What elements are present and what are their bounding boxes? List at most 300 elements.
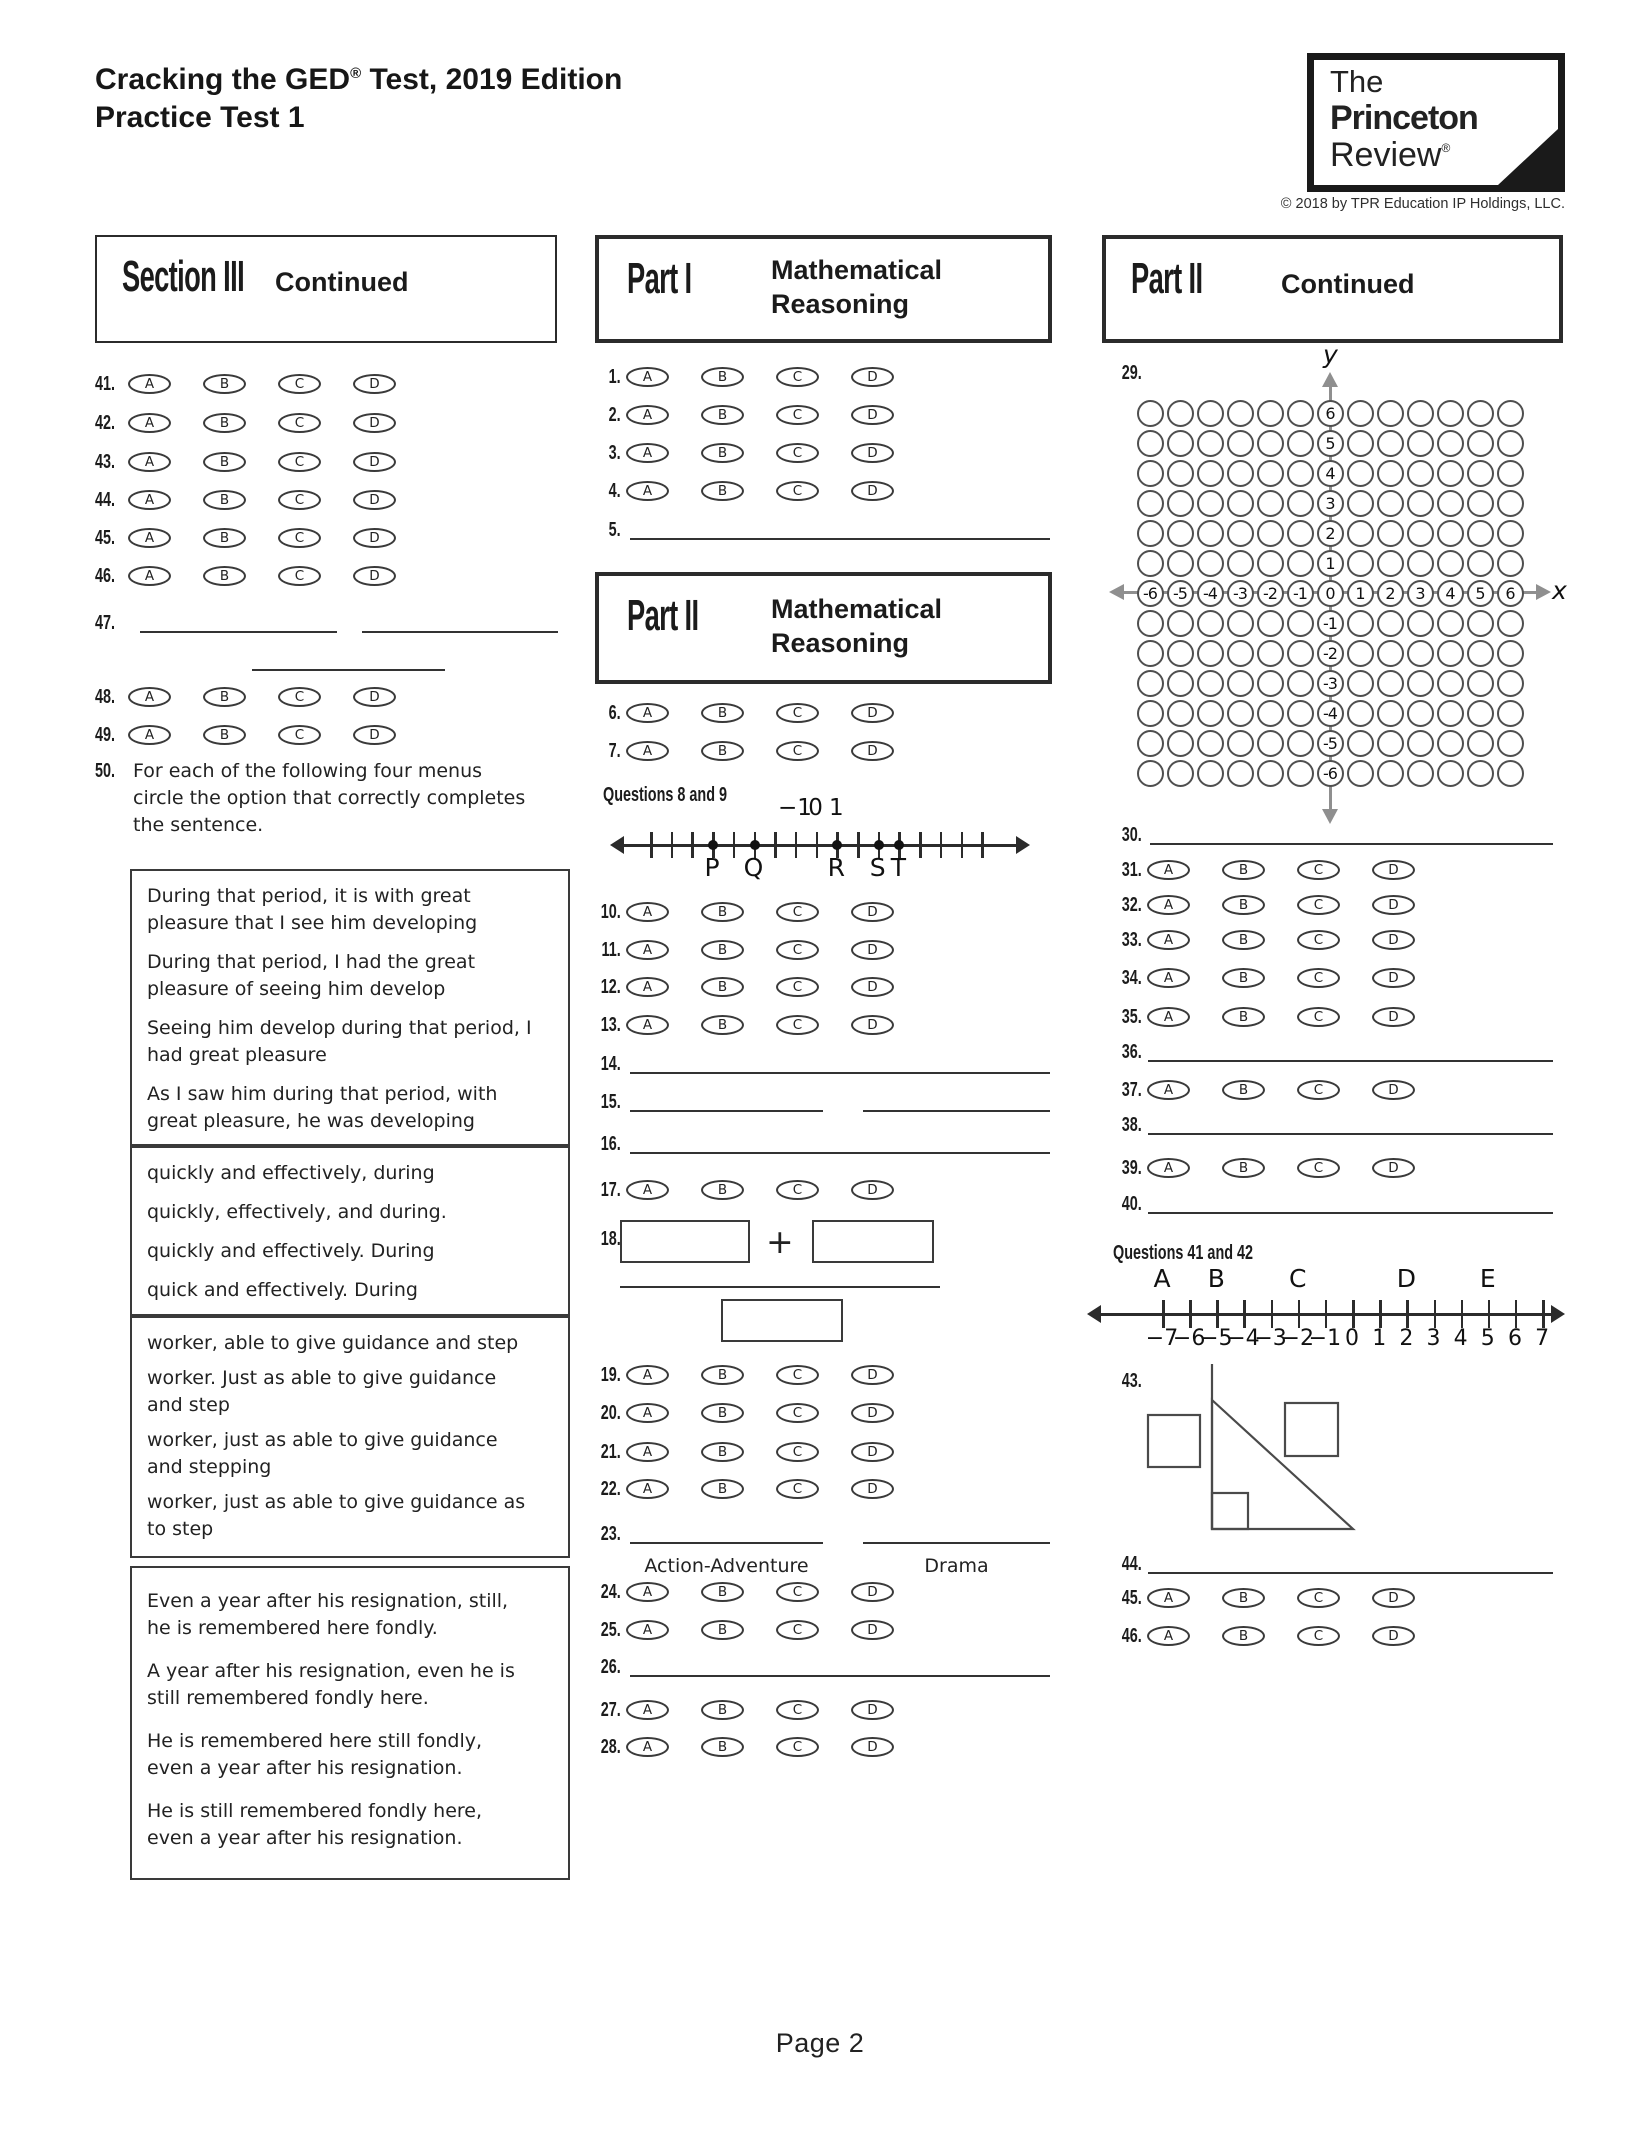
- answer-bubble-c[interactable]: [1297, 1626, 1340, 1646]
- answer-bubble-d[interactable]: [353, 490, 396, 510]
- grid-bubble[interactable]: [1497, 700, 1524, 727]
- grid-bubble[interactable]: -6: [1317, 760, 1344, 787]
- grid-bubble[interactable]: [1407, 760, 1434, 787]
- grid-bubble[interactable]: [1197, 430, 1224, 457]
- grid-bubble[interactable]: [1437, 520, 1464, 547]
- answer-bubble-a[interactable]: [1147, 1080, 1190, 1100]
- grid-bubble[interactable]: [1257, 670, 1284, 697]
- grid-bubble[interactable]: [1347, 520, 1374, 547]
- grid-bubble[interactable]: 4: [1437, 580, 1464, 607]
- grid-bubble[interactable]: [1407, 670, 1434, 697]
- answer-bubble-a[interactable]: [626, 1403, 669, 1423]
- grid-bubble[interactable]: [1437, 460, 1464, 487]
- grid-bubble[interactable]: [1227, 550, 1254, 577]
- grid-bubble[interactable]: 1: [1317, 550, 1344, 577]
- grid-bubble[interactable]: [1227, 760, 1254, 787]
- grid-bubble[interactable]: [1407, 490, 1434, 517]
- grid-bubble[interactable]: [1407, 460, 1434, 487]
- answer-bubble-d[interactable]: [851, 1620, 894, 1640]
- grid-bubble[interactable]: [1197, 700, 1224, 727]
- grid-bubble[interactable]: 2: [1377, 580, 1404, 607]
- grid-bubble[interactable]: [1287, 520, 1314, 547]
- answer-blank-line-23[interactable]: [863, 1542, 1050, 1544]
- grid-bubble[interactable]: [1197, 520, 1224, 547]
- grid-bubble[interactable]: [1137, 610, 1164, 637]
- grid-bubble[interactable]: [1497, 550, 1524, 577]
- answer-bubble-a[interactable]: [128, 566, 171, 586]
- answer-blank-line-44[interactable]: [1148, 1572, 1553, 1574]
- grid-bubble[interactable]: [1257, 550, 1284, 577]
- answer-bubble-d[interactable]: [353, 528, 396, 548]
- grid-bubble[interactable]: [1497, 520, 1524, 547]
- grid-bubble[interactable]: [1257, 610, 1284, 637]
- grid-bubble[interactable]: [1497, 430, 1524, 457]
- grid-bubble[interactable]: [1347, 490, 1374, 517]
- menu-option[interactable]: During that period, it is with great pleasure that I see him developing: [147, 885, 478, 934]
- grid-bubble[interactable]: [1497, 640, 1524, 667]
- grid-bubble[interactable]: [1377, 640, 1404, 667]
- grid-bubble[interactable]: [1197, 490, 1224, 517]
- answer-bubble-b[interactable]: [203, 725, 246, 745]
- grid-bubble[interactable]: -2: [1257, 580, 1284, 607]
- grid-bubble[interactable]: [1437, 400, 1464, 427]
- grid-bubble[interactable]: [1167, 430, 1194, 457]
- answer-bubble-b[interactable]: [701, 1620, 744, 1640]
- answer-bubble-d[interactable]: [851, 405, 894, 425]
- answer-bubble-d[interactable]: [1372, 1007, 1415, 1027]
- grid-bubble[interactable]: -3: [1317, 670, 1344, 697]
- answer-bubble-b[interactable]: [1222, 930, 1265, 950]
- answer-bubble-c[interactable]: [776, 1015, 819, 1035]
- answer-bubble-a[interactable]: [626, 1582, 669, 1602]
- answer-bubble-a[interactable]: [1147, 1007, 1190, 1027]
- grid-bubble[interactable]: -6: [1137, 580, 1164, 607]
- answer-blank-line-38[interactable]: [1148, 1133, 1553, 1135]
- grid-bubble[interactable]: [1467, 430, 1494, 457]
- answer-bubble-c[interactable]: [1297, 968, 1340, 988]
- answer-bubble-b[interactable]: [701, 902, 744, 922]
- answer-bubble-b[interactable]: [701, 977, 744, 997]
- answer-bubble-b[interactable]: [701, 1582, 744, 1602]
- grid-bubble[interactable]: -1: [1287, 580, 1314, 607]
- answer-bubble-c[interactable]: [1297, 1007, 1340, 1027]
- grid-bubble[interactable]: [1197, 670, 1224, 697]
- answer-bubble-c[interactable]: [776, 1180, 819, 1200]
- grid-bubble[interactable]: [1377, 520, 1404, 547]
- grid-bubble[interactable]: [1227, 730, 1254, 757]
- answer-bubble-d[interactable]: [1372, 860, 1415, 880]
- grid-bubble[interactable]: -3: [1227, 580, 1254, 607]
- grid-bubble[interactable]: [1407, 640, 1434, 667]
- grid-bubble[interactable]: [1137, 730, 1164, 757]
- answer-bubble-d[interactable]: [1372, 1080, 1415, 1100]
- grid-bubble[interactable]: [1257, 430, 1284, 457]
- answer-bubble-a[interactable]: [1147, 1588, 1190, 1608]
- menu-option[interactable]: worker, just as able to give guidance and stepping: [147, 1429, 498, 1478]
- grid-bubble[interactable]: [1497, 460, 1524, 487]
- answer-bubble-b[interactable]: [1222, 895, 1265, 915]
- grid-bubble[interactable]: [1377, 610, 1404, 637]
- grid-bubble[interactable]: [1197, 640, 1224, 667]
- answer-bubble-d[interactable]: [851, 443, 894, 463]
- answer-bubble-c[interactable]: [1297, 1158, 1340, 1178]
- grid-bubble[interactable]: [1437, 730, 1464, 757]
- grid-bubble[interactable]: [1377, 490, 1404, 517]
- grid-bubble[interactable]: [1377, 460, 1404, 487]
- answer-bubble-a[interactable]: [626, 1737, 669, 1757]
- answer-bubble-c[interactable]: [776, 1700, 819, 1720]
- grid-bubble[interactable]: -5: [1167, 580, 1194, 607]
- answer-blank-line-36[interactable]: [1148, 1060, 1553, 1062]
- answer-bubble-d[interactable]: [353, 452, 396, 472]
- answer-bubble-b[interactable]: [1222, 1158, 1265, 1178]
- grid-bubble[interactable]: [1467, 760, 1494, 787]
- menu-option[interactable]: quickly and effectively. During: [147, 1240, 435, 1262]
- answer-bubble-d[interactable]: [851, 367, 894, 387]
- grid-bubble[interactable]: [1227, 520, 1254, 547]
- grid-bubble[interactable]: [1167, 520, 1194, 547]
- answer-bubble-b[interactable]: [203, 528, 246, 548]
- answer-bubble-c[interactable]: [1297, 1588, 1340, 1608]
- answer-bubble-a[interactable]: [1147, 895, 1190, 915]
- answer-bubble-c[interactable]: [776, 1582, 819, 1602]
- grid-bubble[interactable]: [1467, 670, 1494, 697]
- answer-bubble-b[interactable]: [1222, 1626, 1265, 1646]
- answer-bubble-b[interactable]: [701, 1365, 744, 1385]
- grid-bubble[interactable]: [1137, 700, 1164, 727]
- grid-bubble[interactable]: [1287, 490, 1314, 517]
- answer-bubble-c[interactable]: [776, 1620, 819, 1640]
- answer-bubble-b[interactable]: [701, 443, 744, 463]
- answer-bubble-c[interactable]: [1297, 930, 1340, 950]
- answer-bubble-a[interactable]: [1147, 968, 1190, 988]
- grid-bubble[interactable]: 5: [1317, 430, 1344, 457]
- grid-bubble[interactable]: [1257, 700, 1284, 727]
- grid-bubble[interactable]: [1227, 400, 1254, 427]
- answer-bubble-b[interactable]: [701, 1737, 744, 1757]
- answer-bubble-a[interactable]: [626, 405, 669, 425]
- grid-bubble[interactable]: [1467, 460, 1494, 487]
- grid-bubble[interactable]: [1137, 760, 1164, 787]
- grid-bubble[interactable]: [1347, 700, 1374, 727]
- answer-bubble-c[interactable]: [278, 528, 321, 548]
- grid-bubble[interactable]: [1347, 430, 1374, 457]
- grid-bubble[interactable]: [1437, 610, 1464, 637]
- grid-bubble[interactable]: [1347, 760, 1374, 787]
- grid-bubble[interactable]: [1167, 760, 1194, 787]
- answer-blank-line-16[interactable]: [630, 1152, 1050, 1154]
- answer-bubble-c[interactable]: [776, 902, 819, 922]
- answer-bubble-c[interactable]: [776, 977, 819, 997]
- grid-bubble[interactable]: [1407, 430, 1434, 457]
- answer-bubble-d[interactable]: [851, 741, 894, 761]
- grid-bubble[interactable]: [1227, 490, 1254, 517]
- grid-bubble[interactable]: [1377, 760, 1404, 787]
- grid-bubble[interactable]: [1467, 610, 1494, 637]
- grid-bubble[interactable]: -4: [1197, 580, 1224, 607]
- q18-answer-box-right[interactable]: [812, 1220, 934, 1263]
- answer-bubble-c[interactable]: [776, 405, 819, 425]
- answer-blank-line-47[interactable]: [140, 631, 337, 633]
- answer-bubble-a[interactable]: [626, 367, 669, 387]
- grid-bubble[interactable]: [1257, 400, 1284, 427]
- answer-bubble-a[interactable]: [128, 452, 171, 472]
- answer-bubble-d[interactable]: [851, 1442, 894, 1462]
- grid-bubble[interactable]: [1257, 730, 1284, 757]
- grid-bubble[interactable]: [1167, 700, 1194, 727]
- grid-bubble[interactable]: [1287, 430, 1314, 457]
- grid-bubble[interactable]: [1347, 610, 1374, 637]
- answer-bubble-b[interactable]: [1222, 1588, 1265, 1608]
- answer-bubble-b[interactable]: [701, 741, 744, 761]
- answer-bubble-c[interactable]: [776, 1737, 819, 1757]
- grid-bubble[interactable]: [1227, 430, 1254, 457]
- answer-bubble-c[interactable]: [776, 1403, 819, 1423]
- answer-bubble-b[interactable]: [701, 1442, 744, 1462]
- q18-answer-line[interactable]: [620, 1286, 940, 1288]
- grid-bubble[interactable]: 5: [1467, 580, 1494, 607]
- answer-bubble-d[interactable]: [851, 1015, 894, 1035]
- grid-bubble[interactable]: [1167, 640, 1194, 667]
- answer-bubble-d[interactable]: [851, 1479, 894, 1499]
- menu-option[interactable]: Seeing him develop during that period, I had great pleasure: [147, 1017, 532, 1066]
- grid-bubble[interactable]: [1167, 400, 1194, 427]
- menu-option[interactable]: A year after his resignation, even he is still remembered fondly here.: [147, 1660, 515, 1709]
- grid-bubble[interactable]: [1467, 700, 1494, 727]
- answer-blank-line-47[interactable]: [252, 669, 445, 671]
- answer-bubble-d[interactable]: [1372, 1158, 1415, 1178]
- grid-bubble[interactable]: [1497, 610, 1524, 637]
- grid-bubble[interactable]: [1287, 670, 1314, 697]
- grid-bubble[interactable]: [1287, 550, 1314, 577]
- answer-bubble-d[interactable]: [851, 1737, 894, 1757]
- answer-bubble-c[interactable]: [776, 703, 819, 723]
- grid-bubble[interactable]: [1497, 670, 1524, 697]
- grid-bubble[interactable]: [1257, 520, 1284, 547]
- answer-bubble-a[interactable]: [626, 1180, 669, 1200]
- answer-bubble-c[interactable]: [776, 481, 819, 501]
- grid-bubble[interactable]: 4: [1317, 460, 1344, 487]
- grid-bubble[interactable]: [1137, 670, 1164, 697]
- grid-bubble[interactable]: [1497, 730, 1524, 757]
- answer-bubble-d[interactable]: [851, 703, 894, 723]
- grid-bubble[interactable]: [1227, 640, 1254, 667]
- answer-bubble-d[interactable]: [851, 481, 894, 501]
- grid-bubble[interactable]: [1137, 640, 1164, 667]
- q18-answer-box-left[interactable]: [620, 1220, 750, 1263]
- grid-bubble[interactable]: [1167, 730, 1194, 757]
- answer-bubble-a[interactable]: [626, 1015, 669, 1035]
- grid-bubble[interactable]: [1167, 610, 1194, 637]
- answer-blank-line-26[interactable]: [630, 1675, 1050, 1677]
- grid-bubble[interactable]: [1467, 730, 1494, 757]
- answer-bubble-d[interactable]: [1372, 1626, 1415, 1646]
- grid-bubble[interactable]: [1137, 520, 1164, 547]
- answer-bubble-d[interactable]: [851, 1700, 894, 1720]
- answer-bubble-b[interactable]: [203, 687, 246, 707]
- grid-bubble[interactable]: [1347, 400, 1374, 427]
- menu-option[interactable]: He is still remembered fondly here, even a year after his resignation.: [147, 1800, 483, 1849]
- grid-bubble[interactable]: [1407, 400, 1434, 427]
- answer-bubble-d[interactable]: [353, 725, 396, 745]
- answer-bubble-d[interactable]: [353, 687, 396, 707]
- grid-bubble[interactable]: 6: [1497, 580, 1524, 607]
- answer-bubble-d[interactable]: [851, 1365, 894, 1385]
- answer-bubble-d[interactable]: [353, 374, 396, 394]
- grid-bubble[interactable]: [1467, 520, 1494, 547]
- grid-bubble[interactable]: [1437, 640, 1464, 667]
- grid-bubble[interactable]: [1377, 550, 1404, 577]
- grid-bubble[interactable]: [1467, 400, 1494, 427]
- answer-bubble-a[interactable]: [626, 1442, 669, 1462]
- grid-bubble[interactable]: 0: [1317, 580, 1344, 607]
- answer-bubble-d[interactable]: [353, 566, 396, 586]
- answer-bubble-b[interactable]: [203, 413, 246, 433]
- grid-bubble[interactable]: [1347, 730, 1374, 757]
- answer-bubble-b[interactable]: [1222, 968, 1265, 988]
- answer-bubble-d[interactable]: [851, 1582, 894, 1602]
- grid-bubble[interactable]: [1287, 400, 1314, 427]
- grid-bubble[interactable]: [1197, 610, 1224, 637]
- answer-bubble-d[interactable]: [353, 413, 396, 433]
- menu-option[interactable]: worker, able to give guidance and step: [147, 1332, 519, 1354]
- grid-bubble[interactable]: [1137, 430, 1164, 457]
- answer-bubble-c[interactable]: [278, 725, 321, 745]
- grid-bubble[interactable]: [1167, 550, 1194, 577]
- answer-bubble-c[interactable]: [776, 1365, 819, 1385]
- grid-bubble[interactable]: 1: [1347, 580, 1374, 607]
- grid-bubble[interactable]: [1467, 550, 1494, 577]
- grid-bubble[interactable]: [1137, 550, 1164, 577]
- grid-bubble[interactable]: [1167, 460, 1194, 487]
- menu-option[interactable]: quickly, effectively, and during.: [147, 1201, 447, 1223]
- grid-bubble[interactable]: [1287, 460, 1314, 487]
- answer-bubble-c[interactable]: [278, 566, 321, 586]
- answer-blank-line-30[interactable]: [1150, 843, 1553, 845]
- grid-bubble[interactable]: -5: [1317, 730, 1344, 757]
- answer-blank-line-23[interactable]: [630, 1542, 823, 1544]
- answer-bubble-c[interactable]: [278, 413, 321, 433]
- grid-bubble[interactable]: [1467, 490, 1494, 517]
- grid-bubble[interactable]: [1407, 610, 1434, 637]
- answer-bubble-a[interactable]: [626, 1700, 669, 1720]
- answer-bubble-a[interactable]: [626, 443, 669, 463]
- grid-bubble[interactable]: [1437, 670, 1464, 697]
- answer-bubble-a[interactable]: [626, 1620, 669, 1640]
- menu-option[interactable]: Even a year after his resignation, still, he is remembered here fondly.: [147, 1590, 509, 1639]
- answer-bubble-d[interactable]: [851, 902, 894, 922]
- answer-bubble-d[interactable]: [851, 940, 894, 960]
- grid-bubble[interactable]: [1197, 550, 1224, 577]
- grid-bubble[interactable]: [1437, 700, 1464, 727]
- grid-bubble[interactable]: [1377, 430, 1404, 457]
- answer-bubble-c[interactable]: [1297, 895, 1340, 915]
- answer-bubble-d[interactable]: [1372, 895, 1415, 915]
- answer-bubble-d[interactable]: [851, 1180, 894, 1200]
- menu-option[interactable]: During that period, I had the great pleasure of seeing him develop: [147, 951, 476, 1000]
- grid-bubble[interactable]: [1377, 700, 1404, 727]
- answer-bubble-a[interactable]: [626, 703, 669, 723]
- grid-bubble[interactable]: [1227, 670, 1254, 697]
- grid-bubble[interactable]: [1287, 610, 1314, 637]
- answer-bubble-a[interactable]: [128, 528, 171, 548]
- answer-bubble-b[interactable]: [701, 703, 744, 723]
- grid-bubble[interactable]: [1227, 460, 1254, 487]
- answer-bubble-b[interactable]: [203, 374, 246, 394]
- answer-bubble-c[interactable]: [1297, 1080, 1340, 1100]
- grid-bubble[interactable]: [1287, 730, 1314, 757]
- answer-blank-line-15[interactable]: [630, 1110, 823, 1112]
- menu-option[interactable]: As I saw him during that period, with great pleasure, he was developing: [147, 1083, 498, 1132]
- answer-bubble-a[interactable]: [1147, 860, 1190, 880]
- grid-bubble[interactable]: 3: [1407, 580, 1434, 607]
- answer-bubble-b[interactable]: [1222, 1080, 1265, 1100]
- answer-bubble-a[interactable]: [1147, 930, 1190, 950]
- menu-option[interactable]: quick and effectively. During: [147, 1279, 418, 1301]
- grid-bubble[interactable]: [1197, 400, 1224, 427]
- answer-bubble-b[interactable]: [701, 1180, 744, 1200]
- grid-bubble[interactable]: [1347, 640, 1374, 667]
- grid-bubble[interactable]: [1257, 760, 1284, 787]
- grid-bubble[interactable]: [1197, 760, 1224, 787]
- answer-bubble-b[interactable]: [701, 1479, 744, 1499]
- grid-bubble[interactable]: [1347, 460, 1374, 487]
- answer-bubble-d[interactable]: [1372, 968, 1415, 988]
- grid-bubble[interactable]: 3: [1317, 490, 1344, 517]
- answer-bubble-a[interactable]: [626, 977, 669, 997]
- grid-bubble[interactable]: [1437, 430, 1464, 457]
- grid-bubble[interactable]: [1377, 400, 1404, 427]
- grid-bubble[interactable]: -1: [1317, 610, 1344, 637]
- grid-bubble[interactable]: [1197, 730, 1224, 757]
- grid-bubble[interactable]: [1347, 550, 1374, 577]
- grid-bubble[interactable]: [1437, 490, 1464, 517]
- grid-bubble[interactable]: [1347, 670, 1374, 697]
- answer-bubble-d[interactable]: [851, 1403, 894, 1423]
- grid-bubble[interactable]: [1167, 490, 1194, 517]
- answer-bubble-b[interactable]: [203, 490, 246, 510]
- menu-option[interactable]: quickly and effectively, during: [147, 1162, 435, 1184]
- answer-bubble-c[interactable]: [278, 490, 321, 510]
- answer-bubble-c[interactable]: [776, 1479, 819, 1499]
- answer-bubble-b[interactable]: [701, 1700, 744, 1720]
- grid-bubble[interactable]: [1407, 730, 1434, 757]
- answer-blank-line-14[interactable]: [630, 1072, 1050, 1074]
- grid-bubble[interactable]: 6: [1317, 400, 1344, 427]
- grid-bubble[interactable]: [1197, 460, 1224, 487]
- answer-bubble-a[interactable]: [1147, 1626, 1190, 1646]
- menu-option[interactable]: worker, just as able to give guidance as to step: [147, 1491, 526, 1540]
- answer-bubble-d[interactable]: [1372, 930, 1415, 950]
- answer-blank-line-40[interactable]: [1148, 1212, 1553, 1214]
- answer-bubble-c[interactable]: [776, 443, 819, 463]
- grid-bubble[interactable]: 2: [1317, 520, 1344, 547]
- grid-bubble[interactable]: [1257, 490, 1284, 517]
- answer-bubble-a[interactable]: [626, 1479, 669, 1499]
- grid-bubble[interactable]: [1407, 550, 1434, 577]
- grid-bubble[interactable]: [1257, 640, 1284, 667]
- answer-bubble-a[interactable]: [626, 1365, 669, 1385]
- grid-bubble[interactable]: [1437, 760, 1464, 787]
- answer-bubble-b[interactable]: [701, 1015, 744, 1035]
- grid-bubble[interactable]: [1287, 760, 1314, 787]
- answer-bubble-a[interactable]: [626, 481, 669, 501]
- answer-blank-line-15[interactable]: [863, 1110, 1050, 1112]
- grid-bubble[interactable]: [1377, 670, 1404, 697]
- answer-bubble-b[interactable]: [1222, 1007, 1265, 1027]
- answer-bubble-d[interactable]: [1372, 1588, 1415, 1608]
- answer-bubble-a[interactable]: [128, 725, 171, 745]
